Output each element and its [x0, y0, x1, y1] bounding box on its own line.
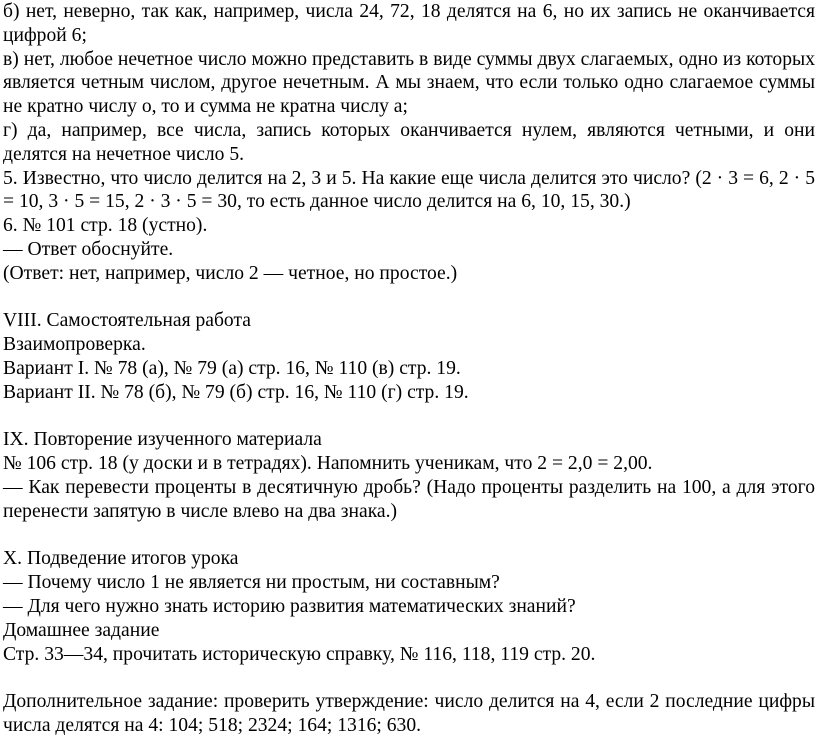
task-6-answer: (Ответ: нет, например, число 2 — четное, но простое.)	[3, 262, 458, 284]
paragraph-gap	[3, 666, 815, 690]
answer-g: г) да, например, все числа, запись которых оканчивается нулем, являются четными, и они делятся на нечетное число 5.	[3, 119, 815, 165]
task-6-title: 6. № 101 стр. 18 (устно).	[3, 215, 208, 237]
task-5: 5. Известно, что число делится на 2, 3 и 5. На какие еще числа делится это число? (2 · 3 = 6, 2 · 5 = 10, 3 · 5 = 15, 2 · 3 · 5 = 30, то есть данное число делится на 6, 10, 15, 30.)	[3, 167, 815, 213]
section-9-line-1: № 106 стр. 18 (у доски и в тетрадях). Напомнить ученикам, что 2 = 2,0 = 2,00.	[3, 453, 653, 475]
homework-heading: Домашнее задание	[3, 619, 160, 641]
paragraph-gap	[3, 405, 815, 429]
answer-b: б) нет, неверно, так как, например, числа 24, 72, 18 делятся на 6, но их запись не оканчивается цифрой 6;	[3, 1, 815, 46]
document-page	[3, 0, 815, 738]
homework-text: Стр. 33—34, прочитать историческую справку, № 116, 118, 119 стр. 20.	[3, 643, 596, 665]
section-8-variant-1: Вариант I. № 78 (а), № 79 (а) стр. 16, № 110 (в) стр. 19.	[3, 357, 461, 379]
section-10-heading: X. Подведение итогов урока	[3, 548, 239, 570]
section-8-check: Взаимопроверка.	[3, 334, 146, 356]
section-9-line-2: — Как перевести проценты в десятичную дробь? (Надо проценты разделить на 100, а для этого перенести запятую в числе влево на два знака.)	[3, 476, 815, 522]
paragraph-gap	[3, 286, 815, 310]
extra-task: Дополнительное задание: проверить утверждение: число делится на 4, если 2 последние цифры числа делятся на 4: 104; 518; 2324; 164; 1316; 630.	[3, 691, 815, 736]
task-6-question: — Ответ обоснуйте.	[3, 238, 174, 260]
section-8-heading: VIII. Самостоятельная работа	[3, 310, 251, 332]
section-8-variant-2: Вариант II. № 78 (б), № 79 (б) стр. 16, № 110 (г) стр. 19.	[3, 381, 469, 403]
answer-v: в) нет, любое нечетное число можно представить в виде суммы двух слагаемых, одно из которых является четным числом, другое нечетным. А мы знаем, что если только одно слагаемое суммы не кратно числу о, то и сумма не кратна числу а;	[3, 48, 815, 118]
paragraph-gap	[3, 524, 815, 548]
section-10-question-1: — Почему число 1 не является ни простым, ни составным?	[3, 572, 500, 594]
section-10-question-2: — Для чего нужно знать историю развития математических знаний?	[3, 595, 576, 617]
section-9-heading: IX. Повторение изученного материала	[3, 429, 322, 451]
